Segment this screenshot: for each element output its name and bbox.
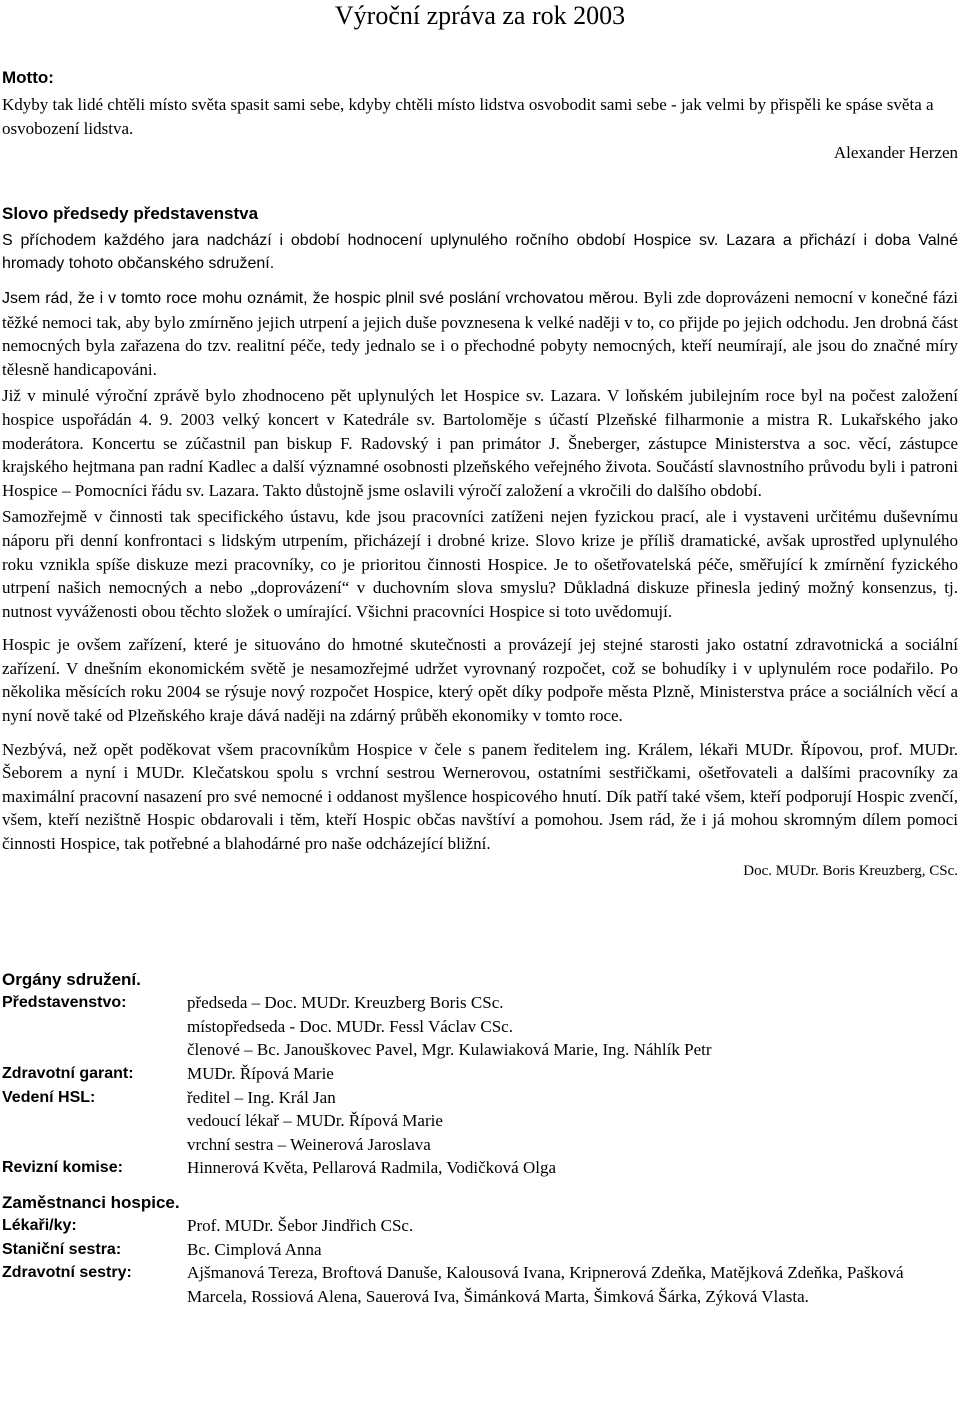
chairman-signature: Doc. MUDr. Boris Kreuzberg, CSc. [743,862,958,879]
staff-list [2,1214,958,1308]
organs-row-value: Hinnerová Květa, Pellarová Radmila, Vodičková Olga [187,1158,557,1178]
organs-row-value: předseda – Doc. MUDr. Kreuzberg Boris CSc. [187,993,504,1013]
staff-row-label: Lékaři/ky: [2,1216,77,1234]
organs-row-board [2,991,958,1062]
organs-heading: Orgány sdružení. [2,970,141,990]
staff-row-head-nurse [2,1238,958,1262]
organs-list [2,991,958,1180]
staff-row-nurses [2,1261,958,1308]
staff-row-doctors [2,1214,958,1238]
motto-heading: Motto: [2,68,54,87]
organs-row-value: MUDr. Řípová Marie [187,1064,334,1083]
staff-row-label: Staniční sestra: [2,1240,122,1258]
page-title: Výroční zpráva za rok 2003 [334,1,626,30]
chairman-paragraph-1: S příchodem každého jara nadchází i období hodnocení uplynulého ročního období Hospice sv. Lazara a přichází i doba Valné hromady tohoto občanského sdružení. [2,231,958,273]
organs-row-value: členové – Bc. Janouškovec Pavel, Mgr. Kulawiaková Marie, Ing. Náhlík Petr [187,1040,712,1060]
chairman-paragraph-6: Nezbývá, než opět poděkovat všem pracovníkům Hospice v čele s panem ředitelem ing. Králem, lékaři MUDr. Řípovou, prof. MUDr. Šeborem a nyní i MUDr. Klečatskou spolu s vrchní sestrou Wernerovou, ostatními sestřičkami, ošetřovateli a dalšími pracovníky za maximální pracovní nasazení pro své nemocné i oddanost myšlence hospicového hnutí. Dík patří také všem, kteří podporují Hospic zvenčí, všem, kteří nezištně Hospic obdarovali i těm, kteří Hospic občas navštíví a pomohou. Jsem rád, že i já mohou skromným dílem pomoci činnosti Hospice, tak potřebné a blahodárné pro naše odcházející bližní. [2,739,958,854]
organs-row-value: ředitel – Ing. Král Jan [187,1087,336,1107]
staff-heading: Zaměstnanci hospice. [2,1192,180,1212]
chairman-paragraph-2-lead: Jsem rád, že i v tomto roce mohu oznámit, že hospic plnil své poslání vrchovatou měrou. [2,289,639,307]
organs-row-management [2,1086,958,1157]
staff-row-value: Prof. MUDr. Šebor Jindřich CSc. [187,1215,414,1235]
organs-row-label: Revizní komise: [2,1159,123,1177]
staff-row-value: Bc. Cimplová Anna [187,1239,322,1259]
chairman-heading: Slovo předsedy představenstva [2,203,259,223]
motto-author: Alexander Herzen [833,143,958,163]
motto-text: Kdyby tak lidé chtěli místo světa spasit sami sebe, kdyby chtěli místo lidstva osvobodit sami sebe - jak velmi by přispěli ke spáse světa a osvobození lidstva. [2,95,934,138]
organs-row-label: Vedení HSL: [2,1088,96,1106]
organs-row-label: Představenstvo: [2,994,127,1012]
chairman-paragraph-3: Již v minulé výroční zprávě bylo zhodnoceno pět uplynulých let Hospice sv. Lazara. V loňském jubilejním roce byl na počest založení hospice uspořádán 4. 9. 2003 velký koncert v Katedrále sv. Bartoloměje s účastí Plzeňské filharmonie a mistra R. Lukařského jako moderátora. Koncertu se zúčastnil pan biskup F. Radovský i pan primátor J. Šneberger, zástupce Ministerstva a soc. věcí, zástupce krajského hejtmana pan radní Kadlec a další významné osobnosti plzeňského veřejného života. Součástí slavnostního průvodu byli i patroni Hospice – Pomocníci řádu sv. Lazara. Takto důstojně jsme oslavili výročí založení a vkročili do dalšího období. [2,386,958,500]
chairman-paragraph-5: Hospic je ovšem zařízení, které je situováno do hmotné skutečnosti a provázejí jej stejné starosti jako ostatní zdravotnická a sociální zařízení. V dnešním ekonomickém světě je nesamozřejmé udržet vyrovnaný rozpočet, což se bohudíky i v uplynulém roce podařilo. Po několika měsících roku 2004 se rýsuje nový rozpočet Hospice, který opět díky podpoře města Plzně, Ministerstva práce a sociálních věcí a nyní nově také od Plzeňského kraje dává naději na zdárný průběh ekonomiky v tomto roce. [2,635,958,726]
chairman-paragraph-2-rest: Byli zde doprovázeni nemocní v konečné fázi těžké nemoci tak, aby bylo zmírněno jejich utrpení a jejich duše povznesena k velké naději v to, co přijde po jejich odchodu. Jen drobná část nemocných byla zařazena do tzv. realitní péče, tedy jednalo se i o přechodné pobyty nemocných, kteří neumírají, ale jsou do značné míry tělesně handicapováni. [2,287,958,379]
organs-row-audit [2,1156,958,1180]
staff-row-value: Ajšmanová Tereza, Broftová Danuše, Kalousová Ivana, Kripnerová Zdeňka, Matějková Zdeňka, Pašková Marcela, Rossiová Alena, Sauerová Iva, Šimánková Marta, Šimková Šárka, Zýková Vlasta. [187,1263,904,1306]
organs-row-medical-guarantor [2,1062,958,1086]
organs-row-value: vrchní sestra – Weinerová Jaroslava [187,1134,431,1154]
organs-row-label: Zdravotní garant: [2,1065,134,1082]
organs-row-value: vedoucí lékař – MUDr. Řípová Marie [187,1111,443,1131]
staff-row-label: Zdravotní sestry: [2,1264,132,1282]
chairman-paragraph-2 [2,286,958,381]
chairman-paragraph-4: Samozřejmě v činnosti tak specifického ústavu, kde jsou pracovníci zatíženi nejen fyzickou prací, ale i vystaveni určitému duševnímu náporu při denní konfrontaci s lidským utrpením, přicházejí i drobné krize. Slovo krize je příliš dramatické, avšak uprostřed uplynulého roku vznikla spíše diskuze mezi pracovníky, co je prioritou činnosti Hospice. Je to ošetřovatelská péče, směřující k zmírnění fyzického utrpení našich nemocných a nebo „doprovázení“ v duchovním slova smyslu? Důkladná diskuze přinesla jediný možný konsenzus, tj. nutnost vyváženosti obou těchto složek o umírající. Všichni pracovníci Hospice si toto uvědomují. [2,507,958,621]
organs-row-value: místopředseda - Doc. MUDr. Fessl Václav CSc. [187,1016,513,1036]
